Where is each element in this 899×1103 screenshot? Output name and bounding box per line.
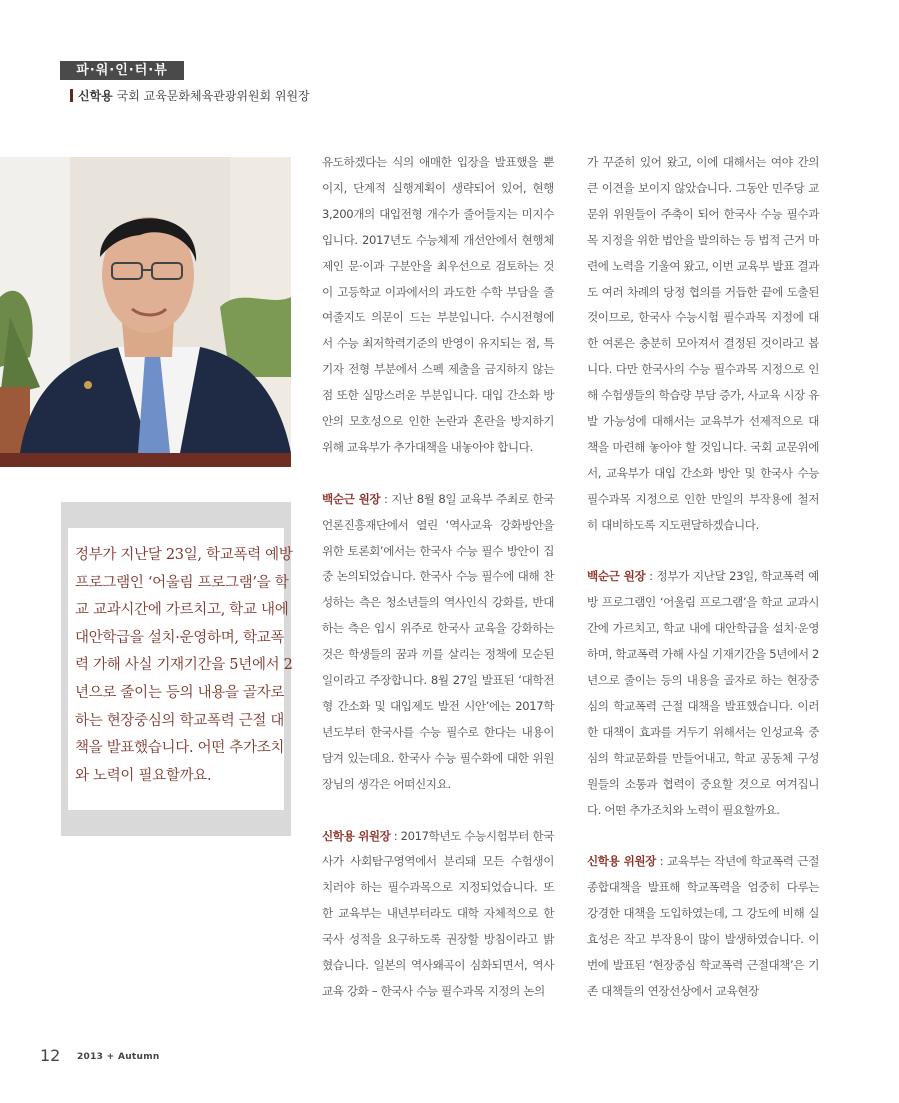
byline	[78, 88, 310, 104]
interviewee-title: 국회 교육문화체육관광위원회 위원장	[116, 89, 310, 103]
paragraph-text: : 2017학년도 수능시험부터 한국사가 사회탐구영역에서 분리돼 모든 수험생이 치러야 하는 필수과목으로 지정되었습니다. 또한 교육부는 내년부터라도 대학 자체적으로 한국사 성적을 요구하도록 권장할 방침이라고 밝혔습니다. 일본의 역사왜곡이 심화되면서, 역사교육 강화 – 한국사 수능 필수과목 지정의 논의	[322, 828, 554, 998]
pull-quote-frame	[61, 502, 291, 836]
paragraph	[587, 849, 819, 1004]
interviewee-name: 신학용	[78, 89, 113, 103]
paragraph-text: : 교육부는 작년에 학교폭력 근절 종합대책을 발표해 학교폭력을 엄중히 다루는 강경한 대책을 도입하였는데, 그 강도에 비해 실효성은 작고 부작용이 많이 발생하였습니다. 이번에 발표된 ‘현장중심 학교폭력 근절대책’은 기존 대책들의 연장선상에서 교육현장	[587, 854, 820, 998]
paragraph-text: 가 꾸준히 있어 왔고, 이에 대해서는 여야 간의 큰 이견을 보이지 않았습니다. 그동안 민주당 교문위 위원들이 주축이 되어 한국사 수능 필수과목 지정을 위한 법안을 발의하는 등 법적 근거 마련에 노력을 기울여 왔고, 이번 교육부 발표 결과도 여러 차례의 당정 협의를 거듭한 끝에 도출된 것이므로, 한국사 수능시험 필수과목 지정에 대한 여론은 충분히 모아져서 결정된 것이라고 봅니다. 다만 한국사의 수능 필수과목 지정으로 인해 수험생들의 학습량 부담 증가, 사교육 시장 유발 가능성에 대해서는 교육부가 선제적으로 대책을 마련해 놓아야 할 것입니다. 국회 교문위에서, 교육부가 대입 간소화 방안 및 한국사 수능 필수과목 지정으로 인한 만일의 부작용에 철저히 대비하도록 지도편달하겠습니다.	[587, 155, 819, 532]
paragraph-text: : 지난 8월 8일 교육부 주최로 한국언론진흥재단에서 열린 ‘역사교육 강화방안을 위한 토론회’에서는 한국사 수능 필수 방안이 집중 논의되었습니다. 한국사 수능 필수에 대해 찬성하는 측은 청소년들의 역사인식 강화를, 반대하는 측은 입시 위주로 한국사 교육을 강화하는 것은 학생들의 꿈과 끼를 살리는 정책에 모순된 일이라고 주장합니다. 8월 27일 발표된 ‘대학전형 간소화 및 대입제도 발전 시안’에는 2017학년도부터 한국사를 수능 필수로 한다는 내용이 담겨 있는데요. 한국사 수능 필수화에 대한 위원장님의 생각은 어떠신지요.	[322, 491, 554, 791]
paragraph-text: : 정부가 지난달 23일, 학교폭력 예방 프로그램인 ‘어울림 프로그램’을 학교 교과시간에 가르치고, 학교 내에 대안학급을 설치·운영하며, 학교폭력 가해 사실 기재기간을 5년에서 2년으로 줄이는 등의 내용을 골자로 하는 현장중심의 학교폭력 근절 대책을 발표했습니다. 이러한 대책이 효과를 거두기 위해서는 인성교육 중심의 학교문화를 만들어내고, 학교 공동체 구성원들의 소통과 협력이 중요할 것으로 여겨집니다. 어떤 추가조치와 노력이 필요할까요.	[587, 569, 819, 817]
section-tag: 파·워·인·터·뷰	[60, 61, 184, 80]
paragraph	[322, 487, 554, 798]
article-column-right	[587, 150, 819, 1005]
paragraph	[587, 564, 819, 823]
issue-label: 2013 + Autumn	[77, 1052, 160, 1062]
paragraph	[322, 824, 554, 1005]
paragraph	[322, 150, 554, 461]
page-number: 12	[40, 1046, 61, 1065]
speaker-label: 백순근 원장	[587, 569, 646, 584]
pull-quote-panel	[68, 528, 293, 810]
article-column-middle	[322, 150, 554, 1005]
paragraph-text: 유도하겠다는 식의 애매한 입장을 발표했을 뿐이지, 단계적 실행계획이 생략되어 있어, 현행 3,200개의 대입전형 개수가 줄어들지는 미지수입니다. 2017년도 수능체제 개선안에서 현행체제인 문·이과 구분안을 최우선으로 검토하는 것이 고등학교 이과에서의 과도한 수학 부담을 줄여줄지도 의문이 드는 부분입니다. 수시전형에서 수능 최저학력기준의 반영이 유지되는 점, 특기자 전형 부분에서 스펙 제출을 금지하지 않는 점 또한 실망스러운 부분입니다. 대입 간소화 방안의 모호성으로 인한 논란과 혼란을 방지하기 위해 교육부가 추가대책을 내놓아야 합니다.	[322, 155, 554, 454]
speaker-label: 신학용 위원장	[587, 854, 656, 869]
speaker-label: 백순근 원장	[322, 491, 381, 506]
pull-quote-text: 정부가 지난달 23일, 학교폭력 예방 프로그램인 ‘어울림 프로그램’을 학교 교과시간에 가르치고, 학교 내에 대안학급을 설치·운영하며, 학교폭력 가해 사실 기재기간을 5년에서 2년으로 줄이는 등의 내용을 골자로 하는 현장중심의 학교폭력 근절 대책을 발표했습니다. 어떤 추가조치와 노력이 필요할까요.	[75, 547, 293, 784]
paragraph	[587, 150, 819, 539]
photo-accent-strip	[0, 453, 291, 467]
speaker-label: 신학용 위원장	[322, 828, 391, 843]
byline-bar	[70, 89, 73, 102]
portrait-photo	[0, 157, 291, 453]
portrait-illustration	[0, 157, 291, 453]
